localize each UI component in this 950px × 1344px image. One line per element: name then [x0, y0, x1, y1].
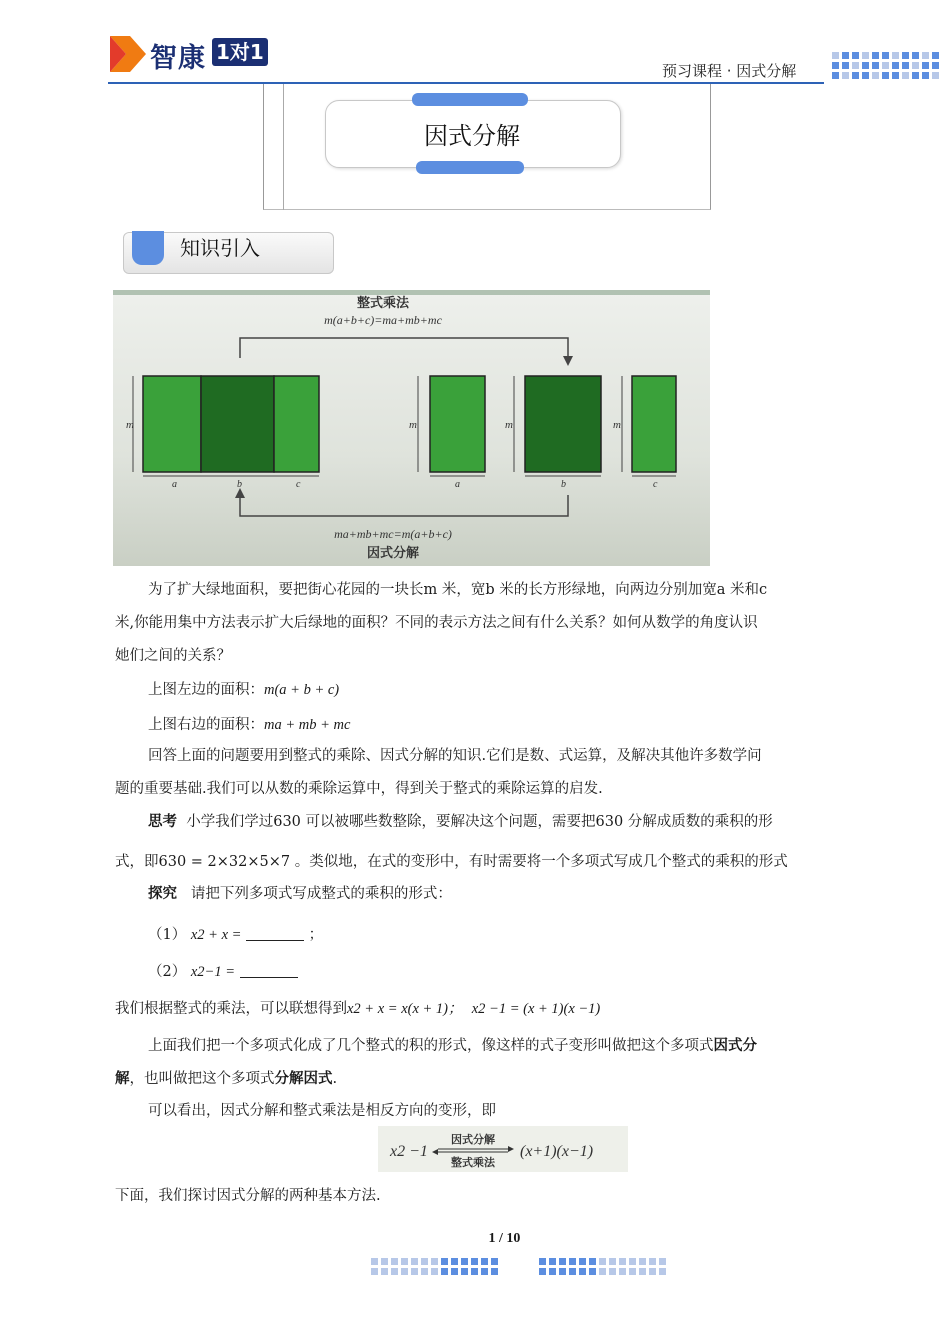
dot — [882, 62, 889, 69]
dot — [381, 1268, 388, 1275]
brand-logo-icon — [108, 34, 148, 74]
dot — [381, 1258, 388, 1265]
association-text: 我们根据整式的乘法，可以联想得到 — [115, 1001, 347, 1017]
dot — [902, 52, 909, 59]
dot — [371, 1268, 378, 1275]
dot — [451, 1268, 458, 1275]
figure-top-label: 整式乘法 — [356, 296, 410, 311]
dot — [569, 1268, 576, 1275]
definition-term-3: 分解因式 — [274, 1070, 333, 1087]
section-title: 知识引入 — [180, 236, 260, 260]
dot — [912, 72, 919, 79]
dot — [401, 1268, 408, 1275]
dot — [922, 52, 929, 59]
dot — [649, 1268, 656, 1275]
dot — [649, 1258, 656, 1265]
explore-label: 探究 — [148, 885, 177, 902]
dot — [451, 1258, 458, 1265]
definition-end: . — [332, 1071, 338, 1087]
definition-term-2: 解 — [115, 1070, 130, 1087]
dot — [589, 1258, 596, 1265]
dot — [421, 1268, 428, 1275]
association-line — [115, 999, 600, 1019]
dot — [481, 1258, 488, 1265]
definition-text-2: ，也叫做把这个多项式 — [129, 1071, 275, 1087]
figure-top-formula: m(a+b+c)=ma+mb+mc — [324, 313, 442, 327]
eq-bottom-label: 整式乘法 — [451, 1156, 495, 1169]
right-area-expr: ma + mb + mc — [264, 717, 351, 733]
dot — [912, 62, 919, 69]
dot — [892, 72, 899, 79]
eq-left: x2 −1 — [390, 1143, 428, 1160]
dot — [872, 52, 879, 59]
dot — [932, 72, 939, 79]
dot — [832, 72, 839, 79]
explore-line — [148, 884, 452, 904]
header-course-title: 预习课程 · 因式分解 — [662, 62, 797, 80]
dot — [932, 62, 939, 69]
dot — [539, 1258, 546, 1265]
dot — [461, 1268, 468, 1275]
right-area-label: 上图右边的面积： — [148, 717, 264, 733]
definition-text-1: 上面我们把一个多项式化成了几个整式的积的形式，像这样的式子变形叫做把这个多项式 — [148, 1038, 714, 1054]
dot — [659, 1258, 666, 1265]
dot — [629, 1268, 636, 1275]
dot — [862, 72, 869, 79]
dot — [471, 1258, 478, 1265]
dot — [539, 1268, 546, 1275]
dim-c-right: c — [653, 479, 658, 490]
dot — [842, 62, 849, 69]
think-line-2: 式，即630 = 2×32×5×7 。类似地，在式的变形中，有时需要将一个多项式写成几个整式的乘积的形式 — [115, 854, 788, 870]
dot — [862, 52, 869, 59]
dot — [579, 1268, 586, 1275]
dot — [922, 62, 929, 69]
header-dot-pattern-icon — [832, 52, 944, 82]
dot — [619, 1258, 626, 1265]
explore-text: 请把下列多项式写成整式的乘积的形式： — [190, 886, 452, 902]
question-1 — [148, 925, 323, 945]
figure-bottom-formula: ma+mb+mc=m(a+b+c) — [334, 527, 452, 541]
right-area-line — [148, 715, 350, 735]
dot — [559, 1268, 566, 1275]
dot — [599, 1268, 606, 1275]
dot — [371, 1258, 378, 1265]
bookmark-icon — [132, 231, 164, 265]
left-area-expr: m(a + b + c) — [264, 682, 340, 698]
inverse-line: 可以看出，因式分解和整式乘法是相反方向的变形，即 — [148, 1103, 496, 1119]
dot — [922, 72, 929, 79]
dot — [391, 1258, 398, 1265]
intro-line-1: 为了扩大绿地面积，要把街心花园的一块长m 米，宽b 米的长方形绿地，向两边分别加宽a 米和c — [148, 582, 768, 598]
dot — [892, 52, 899, 59]
left-area-line — [148, 680, 339, 700]
intro-line-3: 她们之间的关系？ — [115, 648, 231, 664]
dot — [832, 52, 839, 59]
footer-dot-pattern-left-icon — [371, 1258, 501, 1288]
dot — [842, 52, 849, 59]
page-number: 1 / 10 — [488, 1231, 521, 1246]
dim-a-left: a — [172, 479, 177, 490]
dot — [659, 1268, 666, 1275]
dot — [852, 72, 859, 79]
title-tab-top — [412, 93, 528, 106]
dot — [579, 1258, 586, 1265]
definition-line-1 — [148, 1036, 757, 1056]
title-frame-line — [283, 84, 284, 210]
dim-m-right-1: m — [409, 419, 417, 431]
dot — [902, 72, 909, 79]
dot — [491, 1258, 498, 1265]
dot — [491, 1268, 498, 1275]
dot — [481, 1268, 488, 1275]
dot — [932, 52, 939, 59]
dim-a-right: a — [455, 479, 460, 490]
question-1-number: （1） — [148, 927, 187, 943]
dot — [882, 52, 889, 59]
question-2-number: （2） — [148, 964, 187, 980]
dot — [862, 62, 869, 69]
dim-c-left: c — [296, 479, 301, 490]
dim-m-right-2: m — [505, 419, 513, 431]
answer-line-1: 回答上面的问题要用到整式的乘除、因式分解的知识.它们是数、式运算，及解决其他许多数学问 — [148, 748, 762, 764]
question-2-expr: x2−1 = — [190, 964, 235, 980]
dot — [902, 62, 909, 69]
brand-name: 智康 — [150, 43, 206, 74]
dot — [892, 62, 899, 69]
dot — [431, 1258, 438, 1265]
figure-bottom-label: 因式分解 — [366, 546, 420, 561]
dim-b-right: b — [561, 479, 566, 490]
dot — [639, 1268, 646, 1275]
dot — [589, 1268, 596, 1275]
dim-m-left: m — [126, 419, 134, 431]
dot — [549, 1268, 556, 1275]
dot — [411, 1268, 418, 1275]
dot — [842, 72, 849, 79]
dot — [441, 1258, 448, 1265]
dot — [461, 1258, 468, 1265]
dot — [832, 62, 839, 69]
dot — [441, 1268, 448, 1275]
lesson-title: 因式分解 — [424, 122, 520, 150]
dot — [599, 1258, 606, 1265]
think-label: 思考 — [148, 813, 177, 830]
think-text-1: 小学我们学过630 可以被哪些数整除，要解决这个问题，需要把630 分解成质数的乘积的形 — [186, 814, 773, 830]
intro-line-2: 米,你能用集中方法表示扩大后绿地的面积？不同的表示方法之间有什么关系？如何从数学的角度认识 — [115, 615, 758, 631]
dim-m-right-3: m — [613, 419, 621, 431]
dot — [411, 1258, 418, 1265]
association-expr-2: x2 −1 = (x + 1)(x −1) — [471, 1001, 601, 1017]
dot — [872, 72, 879, 79]
question-1-end: ； — [308, 927, 324, 943]
dim-b-left: b — [237, 479, 242, 490]
dot — [852, 52, 859, 59]
title-tab-bottom — [416, 161, 524, 174]
dot — [421, 1258, 428, 1265]
dot — [872, 62, 879, 69]
association-expr-1: x2 + x = x(x + 1)； — [347, 1001, 463, 1017]
inverse-relation-diagram — [378, 1126, 628, 1172]
question-1-blank — [246, 926, 304, 941]
dot — [629, 1258, 636, 1265]
closing-line: 下面，我们探讨因式分解的两种基本方法. — [115, 1188, 381, 1204]
dot — [609, 1258, 616, 1265]
dot — [569, 1258, 576, 1265]
dot — [619, 1268, 626, 1275]
eq-top-label: 因式分解 — [451, 1133, 495, 1146]
question-1-expr: x2 + x = — [190, 927, 242, 943]
dot — [391, 1268, 398, 1275]
definition-line-2 — [115, 1069, 337, 1089]
dot — [559, 1258, 566, 1265]
left-area-label: 上图左边的面积： — [148, 682, 264, 698]
area-model-figure — [113, 290, 710, 566]
dot — [912, 52, 919, 59]
question-2-blank — [240, 963, 298, 978]
dot — [609, 1268, 616, 1275]
footer-dot-pattern-right-icon — [539, 1258, 669, 1288]
eq-right: (x+1)(x−1) — [520, 1143, 594, 1160]
brand-badge: 1对1 — [212, 38, 268, 66]
think-line-1 — [148, 812, 773, 832]
dot — [401, 1258, 408, 1265]
dot — [471, 1268, 478, 1275]
dot — [549, 1258, 556, 1265]
dot — [852, 62, 859, 69]
dot — [882, 72, 889, 79]
question-2 — [148, 962, 298, 982]
definition-term-1: 因式分 — [713, 1037, 757, 1054]
dot — [431, 1268, 438, 1275]
dot — [639, 1258, 646, 1265]
answer-line-2: 题的重要基础.我们可以从数的乘除运算中，得到关于整式的乘除运算的启发. — [115, 781, 603, 797]
